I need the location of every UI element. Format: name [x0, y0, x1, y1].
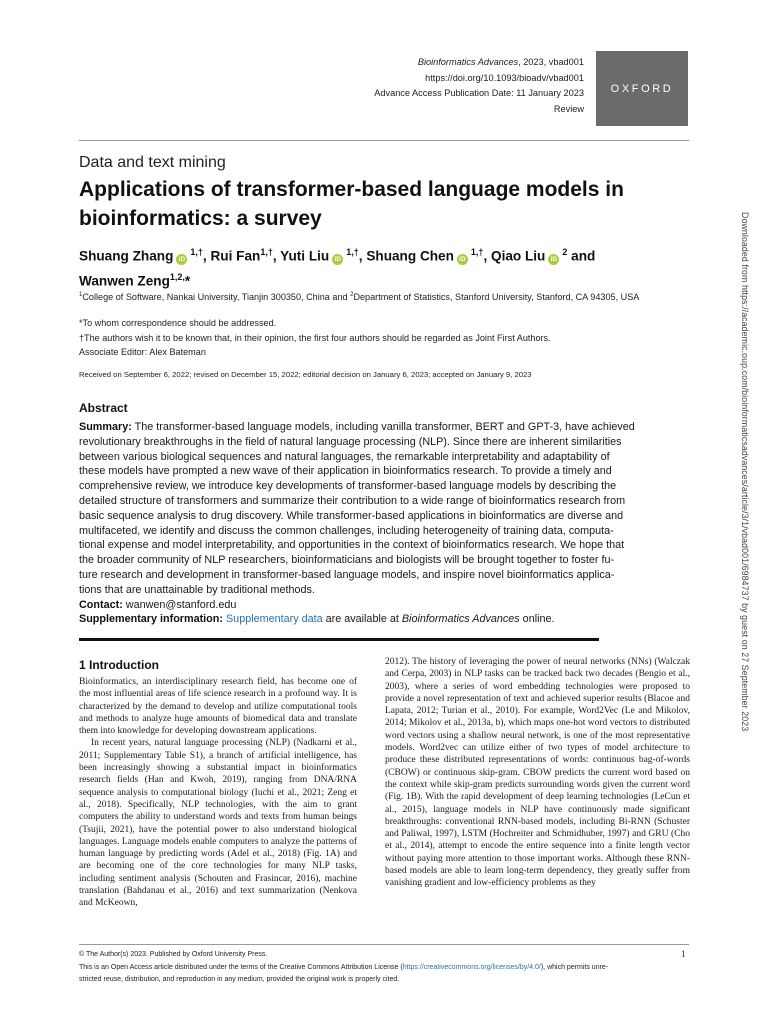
joint-first-author-note: †The authors wish it to be known that, in their opinion, the first four authors should be regarded as Joint First Authors.: [79, 332, 551, 343]
abstract-line: multifaceted, we identify and discuss the common challenges, including heterogeneity of training data, computa-: [79, 524, 614, 537]
license-line-1: [79, 962, 689, 975]
right-column: [385, 656, 690, 890]
orcid-icon[interactable]: iD: [176, 254, 187, 265]
correspondence-note: *To whom correspondence should be addressed.: [79, 318, 277, 328]
affiliation-marker: 2: [350, 292, 354, 298]
section-label: Data and text mining: [79, 154, 226, 171]
supplementary-end: online.: [519, 613, 555, 626]
left-column: [79, 676, 357, 910]
intro-paragraph-3: 2012). The history of leveraging the power of neural networks (NNs) (Walczak and Cerpa, 2003) in NLP tasks can be tracked back two decades (Bengio et al., 2003), where a series of word embedding technologies were proposed to provide a novel representation of text and achieved superior results (Blacoe and Lapata, 2012; Turian et al., 2010). For example, Word2Vec (Le and Mikolov, 2014; Mikolov et al., 2013a, b), which maps one-hot word vectors to distributed word vectors using a shallow neural network, is one of the most representative models. Word2vec can utilize either of two types of model architecture to produce these distributed representations of words: continuous bag-of-words (CBOW) or continuous skip-gram. CBOW predicts the current word based on the context while skip-gram predicts surrounding words given the current word (Fig. 1B). With the rapid development of deep learning technologies (LeCun et al., 2015), language models in NLP have continuously made significant breakthroughs: conventional RNN-based models, including Bi-RNN (Schuster and Paliwal, 1997), LSTM (Hochreiter and Schmidhuber, 1997) and GRU (Cho et al., 2014), attempt to encode the entire sequence into a finite length vector without paying more attention to those important works. Although these RNN-based models are able to learn long-term dependency, they greatly suffer from vanishing gradient and low-efficiency problems as they: [385, 657, 690, 889]
orcid-icon[interactable]: iD: [457, 254, 468, 265]
affiliation-marker: 1: [79, 292, 83, 298]
abstract-line: ture research and development in transformer-based language models, and inspire novel bioinformatics applica-: [79, 568, 615, 581]
license-line-2: stricted reuse, distribution, and reproduction in any medium, provided the original work is properly cited.: [79, 976, 400, 983]
abstract-line: comprehensive review, we introduce key developments of transformer-based language models by describing the: [79, 480, 617, 493]
page-number: 1: [681, 949, 686, 959]
abstract-line: tional expense and model interpretability, and opportunities in the context of bioinformatics research. We hope that: [79, 539, 625, 552]
download-watermark: [736, 212, 752, 872]
abstract-line: the broader community of NLP researchers, bioinformaticians and biologists will be brought together to foster fu-: [79, 554, 615, 567]
author-name: , Qiao Liu: [483, 248, 546, 264]
corresponding-author-marker: *: [184, 273, 191, 289]
article-title: [79, 175, 699, 233]
title-line-2: bioinformatics: a survey: [79, 207, 322, 230]
supplementary-data-link[interactable]: Supplementary data: [225, 613, 323, 626]
abstract-line: [79, 420, 689, 435]
author-name: Shuang Zhang: [79, 248, 174, 264]
abstract-line: these models have prompted a new wave of their application in bioinformatics research. To provide a timely and: [79, 465, 612, 478]
orcid-icon[interactable]: iD: [332, 254, 343, 265]
author-affiliation-marker: 1,†: [260, 247, 273, 257]
introduction-heading: 1 Introduction: [79, 658, 159, 672]
affiliations: [79, 292, 699, 302]
abstract-line: revolutionary breakthroughs in the field of natural language processing (NLP). Since there are inherent similarities: [79, 435, 622, 448]
author-notes: [79, 316, 699, 360]
supplementary-journal: Bioinformatics Advances: [401, 613, 520, 626]
abstract-line: basic sequence analysis to drug discovery. While transformer-based applications in bioinformatics are diverse and: [79, 509, 624, 522]
abstract-divider: [79, 638, 599, 641]
license-text: This is an Open Access article distributed under the terms of the Creative Commons Attribution License (: [79, 963, 403, 971]
license-link[interactable]: https://creativecommons.org/licenses/by/4.0/: [402, 963, 541, 971]
intro-paragraph-1: Bioinformatics, an interdisciplinary research field, has become one of the most influential areas of life science research in a profound way. It is characterized by the demand to develop and utilize computational tools and methods to analyze huge amounts of biomedical data and translate them into knowledge for developing downstream applications.: [79, 677, 357, 737]
contact-line: [79, 598, 689, 613]
journal-citation: [374, 55, 584, 71]
author-affiliation-marker: 1,2,: [169, 271, 185, 282]
summary-label: Summary:: [79, 421, 132, 433]
contact-email[interactable]: wanwen@stanford.edu: [125, 598, 237, 611]
author-conjunction: and: [571, 248, 596, 264]
abstract-line: detailed structure of transformers and summarize their contribution to a wide range of bioinformatics research from: [79, 494, 626, 507]
author-affiliation-marker: 1,†: [346, 247, 359, 257]
advance-access-date: Advance Access Publication Date: 11 January 2023: [374, 88, 584, 98]
affiliation-text: Department of Statistics, Stanford University, Stanford, CA 94305, USA: [353, 292, 640, 303]
supplementary-line: [79, 612, 689, 627]
title-line-1: Applications of transformer-based language models in: [79, 178, 624, 201]
intro-paragraph-2: In recent years, natural language processing (NLP) (Nadkarni et al., 2011; Supplementary Table S1), a branch of artificial intelligence, has been increasingly showing a substantial impact in bioinformatics research fields (Han and Kwoh, 2019), ranging from DNA/RNA sequence analysis to computational biology (Iuchi et al., 2021; Zeng et al., 2018). Specifically, NLP technologies, with the aim to grant computers the ability to understand words and texts from human beings (Tsujii, 2021), have the potential power to also understand biological languages. Language models enable computers to analyze the patterns of human language by predicting words (Adel et al., 2018) (Fig. 1A) and are becoming one of the core technologies for many NLP tasks, including sentiment analysis (Schouten and Frasincar, 2016), machine translation (Bahdanau et al., 2016) and text summarization (Nenkova and McKeown,: [79, 738, 357, 909]
abstract-text: The transformer-based language models, including vanilla transformer, BERT and GPT-3, have achieved: [134, 421, 635, 433]
abstract-body: [79, 420, 689, 627]
author-name: , Yuti Liu: [272, 248, 330, 264]
abstract-line: between various biological sequences and natural languages, the remarkable interpretability and adaptability of: [79, 450, 610, 463]
contact-label: Contact:: [79, 598, 123, 611]
abstract-line: tions that are unattainable by traditional methods.: [79, 583, 315, 596]
copyright-notice: © The Author(s) 2023. Published by Oxford University Press.: [79, 951, 268, 958]
author-name: , Rui Fan: [202, 248, 261, 264]
affiliation-text: College of Software, Nankai University, Tianjin 300350, China and: [82, 292, 351, 303]
author-list: [79, 242, 699, 291]
article-header-meta: [374, 55, 584, 117]
journal-name: Bioinformatics Advances: [417, 57, 519, 67]
doi-link[interactable]: https://doi.org/10.1093/bioadv/vbad001: [425, 72, 584, 83]
submission-history: Received on September 6, 2022; revised on December 15, 2022; editorial decision on January 6, 2023; accepted on January 9, 2023: [79, 370, 532, 379]
article-type: Review: [553, 103, 584, 114]
supplementary-label: Supplementary information:: [79, 613, 223, 626]
orcid-icon[interactable]: iD: [548, 254, 559, 265]
license-text: ), which permits unre-: [540, 963, 609, 971]
author-affiliation-marker: 1,†: [470, 247, 484, 257]
supplementary-text: are available at: [322, 613, 402, 626]
author-affiliation-marker: 1,†: [190, 247, 203, 257]
author-affiliation-marker: 2: [562, 247, 568, 257]
journal-issue: , 2023, vbad001: [518, 57, 584, 67]
associate-editor: Associate Editor: Alex Bateman: [79, 347, 206, 357]
download-watermark-text: Downloaded from https://academic.oup.com/bioinformaticsadvances/article/3/1/vbad001/6984737 by guest on 27 September 2023: [740, 212, 750, 732]
license-footer: [79, 949, 689, 987]
header-divider: [79, 140, 689, 141]
author-name: Wanwen Zeng: [79, 273, 170, 289]
abstract-heading: Abstract: [79, 401, 128, 415]
publisher-logo-text: OXFORD: [610, 82, 674, 95]
footer-divider: [79, 944, 689, 945]
author-name: , Shuang Chen: [358, 248, 454, 264]
publisher-logo: [596, 51, 688, 126]
